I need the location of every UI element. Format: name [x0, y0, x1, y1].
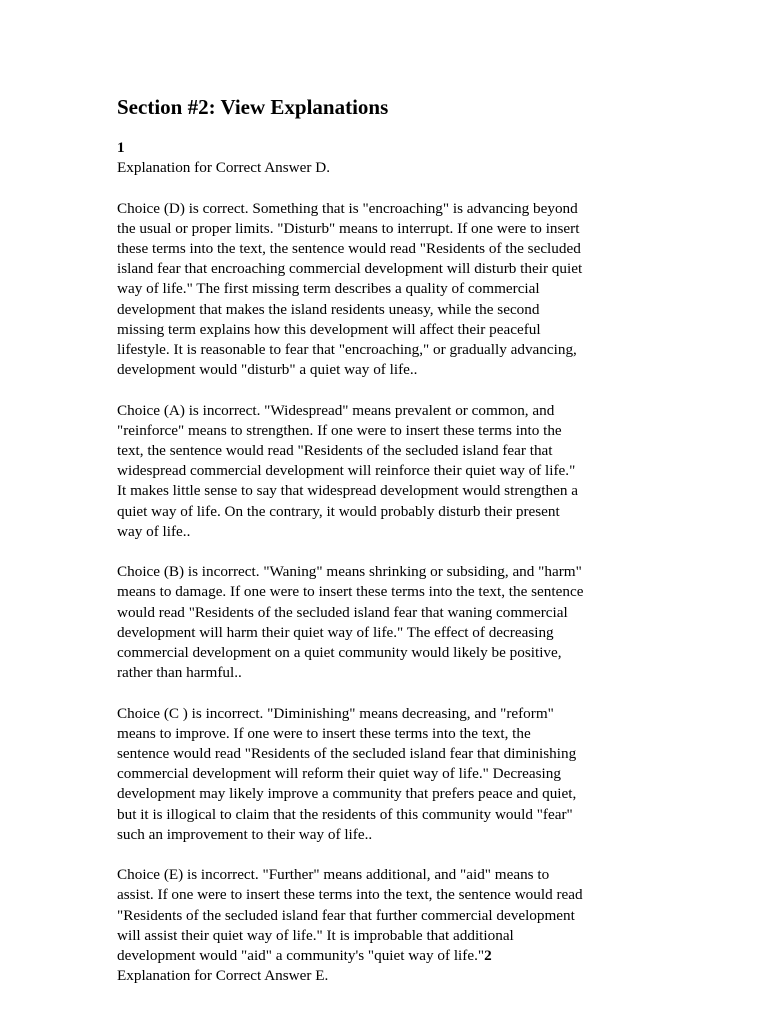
- text-line: way of life." The first missing term describes a quality of commercial: [117, 280, 540, 298]
- text-line: means to improve. If one were to insert these terms into the text, the: [117, 724, 531, 742]
- text-line: Choice (C ) is incorrect. "Diminishing" means decreasing, and "reform": [117, 704, 554, 722]
- text-line: these terms into the text, the sentence would read "Residents of the secluded: [117, 240, 581, 257]
- section-title: Section #2: View Explanations: [117, 95, 389, 119]
- text-line: development will harm their quiet way of life." The effect of decreasing: [117, 623, 554, 641]
- text-line: widespread commercial development will reinforce their quiet way of life.": [117, 462, 576, 480]
- explanation-choice-b: [117, 562, 657, 683]
- text-line: Choice (A) is incorrect. "Widespread" means prevalent or common, and: [117, 401, 555, 419]
- question-number-2: 2: [484, 947, 492, 965]
- text-line: sentence would read "Residents of the secluded island fear that diminishing: [117, 745, 577, 763]
- text-fragment: development would "aid" a community's "quiet way of life.": [117, 947, 485, 965]
- text-line: commercial development will reform their quiet way of life." Decreasing: [117, 765, 561, 783]
- text-line-with-question-number: [117, 946, 657, 966]
- text-line: It makes little sense to say that widespread development would strengthen a: [117, 482, 578, 500]
- text-line: would read "Residents of the secluded island fear that waning commercial: [117, 603, 568, 621]
- text-line: "Residents of the secluded island fear that further commercial development: [117, 906, 575, 924]
- text-line: text, the sentence would read "Residents of the secluded island fear that: [117, 442, 553, 460]
- answer-heading-text: Explanation for Correct Answer D.: [117, 159, 330, 177]
- text-line: Choice (E) is incorrect. "Further" means additional, and "aid" means to: [117, 866, 550, 884]
- text-line: island fear that encroaching commercial development will disturb their quiet: [117, 260, 583, 278]
- text-line: will assist their quiet way of life." It is improbable that additional: [117, 926, 514, 944]
- text-line: Choice (D) is correct. Something that is "encroaching" is advancing beyond: [117, 199, 578, 217]
- text-line: development that makes the island residents uneasy, while the second: [117, 300, 540, 318]
- explanation-choice-e: [117, 865, 657, 986]
- question-number-1: 1: [117, 139, 125, 156]
- text-line: but it is illogical to claim that the residents of this community would "fear": [117, 805, 573, 823]
- answer-heading-2: Explanation for Correct Answer E.: [117, 967, 329, 985]
- text-line: means to damage. If one were to insert these terms into the text, the sentence: [117, 583, 584, 601]
- answer-heading-1: [117, 158, 657, 178]
- text-line: rather than harmful..: [117, 664, 242, 682]
- explanation-choice-d: [117, 199, 657, 381]
- text-line: the usual or proper limits. "Disturb" means to interrupt. If one were to insert: [117, 219, 580, 237]
- explanations-body: [117, 138, 657, 986]
- text-line: such an improvement to their way of life..: [117, 825, 373, 843]
- text-line: lifestyle. It is reasonable to fear that "encroaching," or gradually advancing,: [117, 341, 577, 359]
- explanation-choice-a: [117, 401, 657, 542]
- text-line: assist. If one were to insert these terms into the text, the sentence would read: [117, 886, 583, 904]
- text-line: Choice (B) is incorrect. "Waning" means shrinking or subsiding, and "harm": [117, 563, 582, 581]
- text-line: commercial development on a quiet community would likely be positive,: [117, 644, 562, 662]
- text-line: development would "disturb" a quiet way of life..: [117, 361, 418, 379]
- text-line: quiet way of life. On the contrary, it would probably disturb their present: [117, 502, 560, 520]
- text-line: missing term explains how this development will affect their peaceful: [117, 320, 541, 338]
- text-line: way of life..: [117, 522, 191, 540]
- explanation-choice-c: [117, 704, 657, 845]
- text-line: development may likely improve a community that prefers peace and quiet,: [117, 785, 577, 803]
- text-line: "reinforce" means to strengthen. If one were to insert these terms into the: [117, 421, 562, 439]
